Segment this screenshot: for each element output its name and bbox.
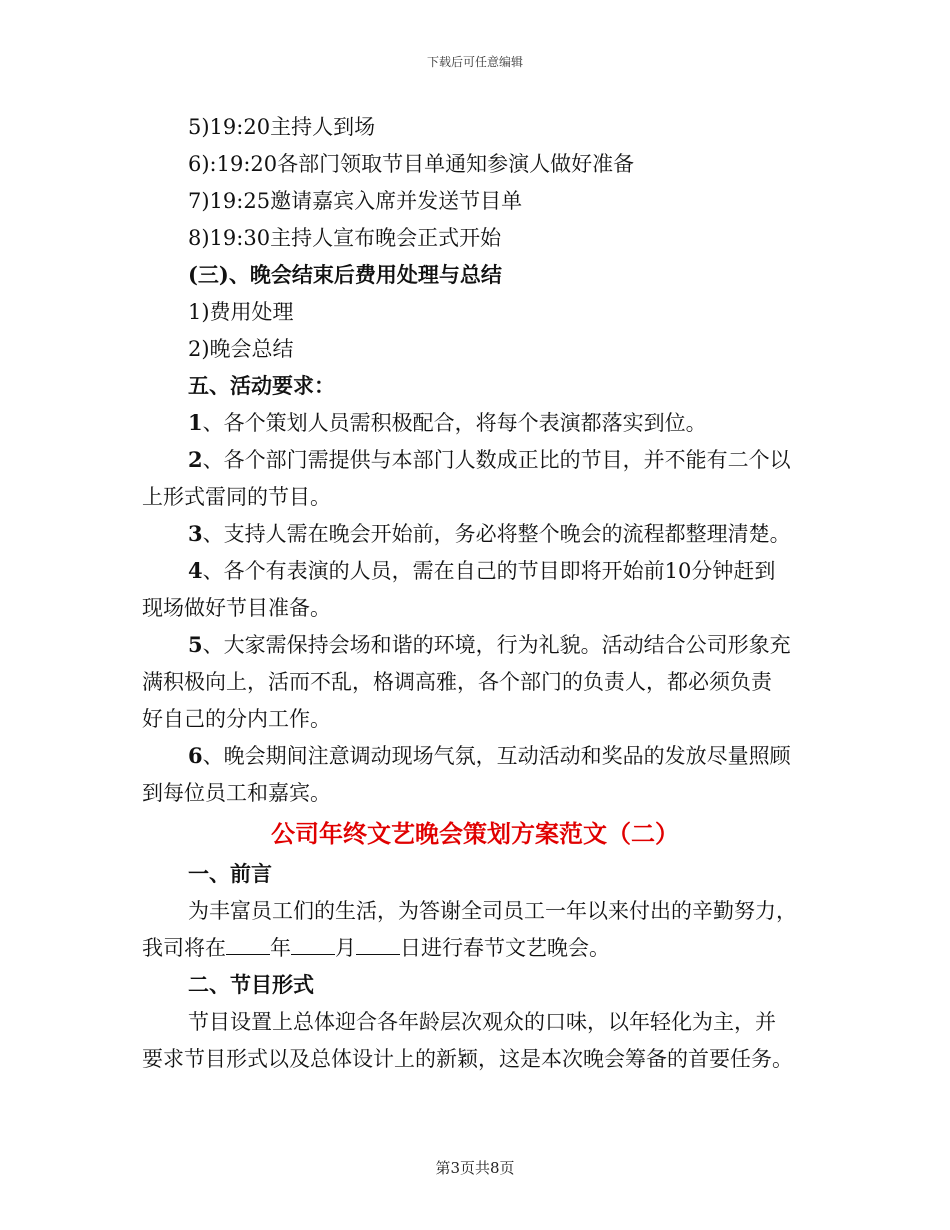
paragraph-line: 为丰富员工们的生活，为答谢全司员工一年以来付出的辛勤努力， <box>188 899 797 923</box>
schedule-item: 7)19:25邀请嘉宾入席并发送节目单 <box>188 189 523 213</box>
schedule-item: 8)19:30主持人宣布晚会正式开始 <box>188 226 502 250</box>
requirement-text: 、晚会期间注意调动现场气氛，互动活动和奖品的发放尽量照顾 <box>202 744 791 768</box>
paragraph-line: 要求节目形式以及总体设计上的新颖，这是本次晚会筹备的首要任务。 <box>142 1047 793 1071</box>
page-header: 下载后可任意编辑 <box>426 55 523 69</box>
requirement-number: 1 <box>188 410 203 435</box>
requirement-text: 到每位员工和嘉宾。 <box>142 781 331 805</box>
requirement-item <box>188 743 791 769</box>
requirement-item <box>188 410 707 436</box>
section-heading: 五、活动要求： <box>188 373 335 398</box>
date-blank <box>356 936 400 955</box>
text-fragment: 年 <box>270 936 291 960</box>
paragraph-line <box>142 935 610 961</box>
date-blank <box>226 936 270 955</box>
section-heading: 一、前言 <box>188 861 272 886</box>
section-heading: 二、节目形式 <box>188 972 314 997</box>
list-item: 1)费用处理 <box>188 300 294 324</box>
requirement-text: 上形式雷同的节目。 <box>142 485 331 509</box>
requirement-text: 、各个部门需提供与本部门人数成正比的节目，并不能有二个以 <box>202 448 791 472</box>
list-item: 2)晚会总结 <box>188 337 294 361</box>
requirement-number: 4 <box>188 558 203 583</box>
requirement-text: 、各个有表演的人员，需在自己的节目即将开始前10分钟赶到 <box>202 559 776 583</box>
date-blank <box>291 936 335 955</box>
requirement-text: 满积极向上，活而不乱，格调高雅，各个部门的负责人，都必须负责 <box>142 670 772 694</box>
section-heading: (三)、晚会结束后费用处理与总结 <box>188 262 502 287</box>
schedule-item: 5)19:20主持人到场 <box>188 115 376 139</box>
requirement-text: 、支持人需在晚会开始前，务必将整个晚会的流程都整理清楚。 <box>202 522 791 546</box>
page-footer: 第3页共8页 <box>435 1159 515 1177</box>
document-title: 公司年终文艺晚会策划方案范文（二） <box>271 819 679 848</box>
requirement-item <box>188 521 791 547</box>
requirement-item <box>188 447 791 473</box>
text-fragment: 月 <box>335 936 356 960</box>
requirement-number: 3 <box>188 521 203 546</box>
requirement-text: 好自己的分内工作。 <box>142 707 331 731</box>
paragraph-line: 节目设置上总体迎合各年龄层次观众的口味，以年轻化为主，并 <box>188 1010 776 1034</box>
requirement-text: 、各个策划人员需积极配合，将每个表演都落实到位。 <box>202 411 707 435</box>
text-fragment: 日进行春节文艺晚会。 <box>400 936 610 960</box>
requirement-item <box>188 558 775 584</box>
requirement-number: 2 <box>188 447 203 472</box>
schedule-item: 6):19:20各部门领取节目单通知参演人做好准备 <box>188 152 635 176</box>
requirement-text: 、大家需保持会场和谐的环境，行为礼貌。活动结合公司形象充 <box>202 633 791 657</box>
text-fragment: 我司将在 <box>142 936 226 960</box>
requirement-item <box>188 632 791 658</box>
requirement-text: 现场做好节目准备。 <box>142 596 331 620</box>
requirement-number: 5 <box>188 632 203 657</box>
requirement-number: 6 <box>188 743 203 768</box>
